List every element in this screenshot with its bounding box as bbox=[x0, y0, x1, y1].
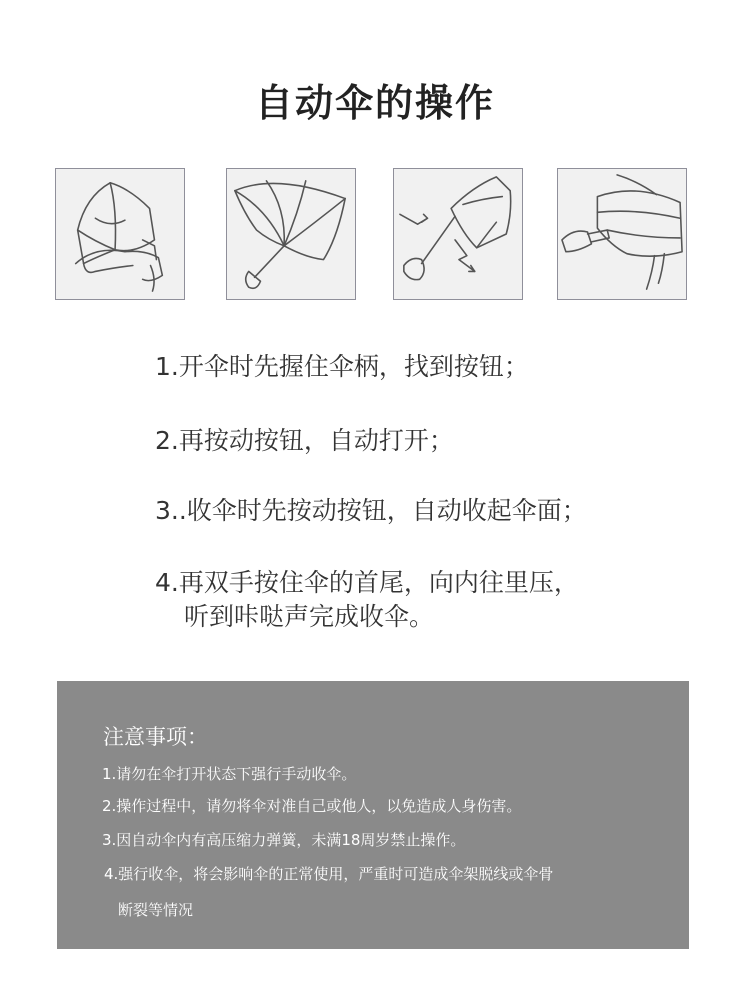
notice-title: 注意事项： bbox=[103, 725, 208, 749]
step-3: 3..收伞时先按动按钮，自动收起伞面； bbox=[155, 496, 587, 525]
step-4: 4.再双手按住伞的首尾，向内往里压， bbox=[155, 568, 579, 597]
notice-item-3: 3.因自动伞内有高压缩力弹簧，未满18周岁禁止操作。 bbox=[102, 831, 466, 849]
notice-item-4-continued: 断裂等情况 bbox=[118, 901, 194, 919]
illustration-press-head-tail-icon bbox=[557, 168, 687, 300]
notice-item-1: 1.请勿在伞打开状态下强行手动收伞。 bbox=[102, 765, 357, 783]
step-1: 1.开伞时先握住伞柄，找到按钮； bbox=[155, 352, 529, 381]
illustration-open-umbrella-icon bbox=[226, 168, 356, 300]
illustration-close-umbrella-icon bbox=[393, 168, 523, 300]
page-title: 自动伞的操作 bbox=[254, 81, 495, 125]
notice-panel bbox=[57, 681, 689, 949]
notice-item-4: 4.强行收伞，将会影响伞的正常使用，严重时可造成伞架脱线或伞骨 bbox=[104, 865, 554, 883]
step-2: 2.再按动按钮，自动打开； bbox=[155, 426, 454, 455]
illustration-hold-handle-icon bbox=[55, 168, 185, 300]
notice-item-2: 2.操作过程中，请勿将伞对准自己或他人，以免造成人身伤害。 bbox=[102, 797, 522, 815]
step-4-continued: 听到咔哒声完成收伞。 bbox=[184, 602, 435, 631]
